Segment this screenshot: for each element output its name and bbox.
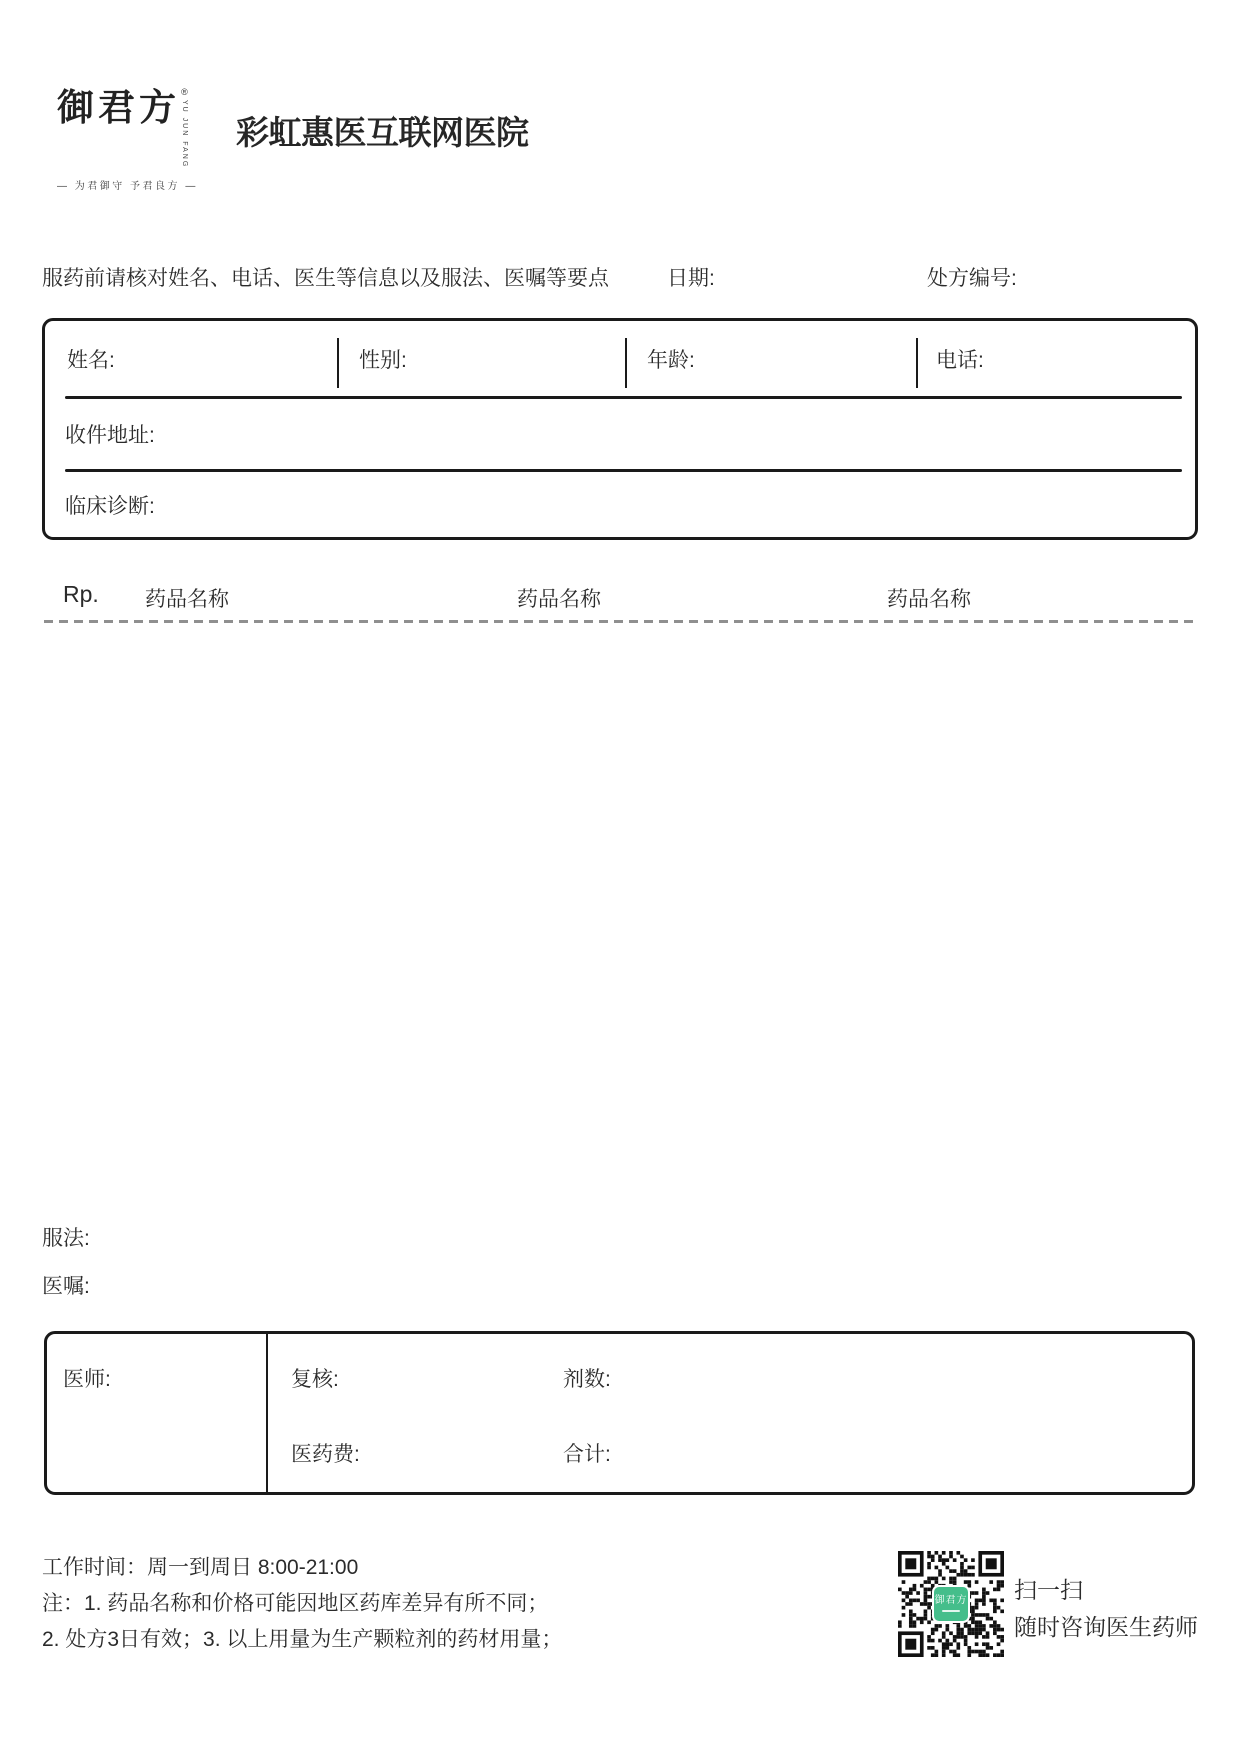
drug-name-column-header: 药品名称 bbox=[145, 588, 229, 611]
scan-qr-subtitle: 随时咨询医生药师 bbox=[1014, 1614, 1198, 1640]
patient-name-label: 姓名: bbox=[67, 348, 115, 372]
patient-info-box bbox=[42, 318, 1198, 540]
prescription-number-label: 处方编号: bbox=[927, 267, 1017, 290]
patient-phone-field bbox=[916, 321, 1195, 396]
signature-box-right bbox=[268, 1334, 1192, 1492]
footer-notes bbox=[42, 1550, 562, 1658]
patient-name-field bbox=[45, 321, 337, 396]
scan-qr-title: 扫一扫 bbox=[1014, 1577, 1083, 1603]
verification-notice: 服药前请核对姓名、电话、医生等信息以及服法、医嘱等要点 bbox=[42, 267, 609, 290]
brand-logo-name: 御君方 bbox=[57, 85, 180, 129]
patient-age-field bbox=[625, 321, 916, 396]
qr-badge-underline bbox=[942, 1610, 960, 1612]
shipping-address-field bbox=[45, 399, 1195, 469]
footer-note-line1: 注：1. 药品名称和价格可能因地区药库差异有所不同； bbox=[42, 1592, 549, 1615]
dose-count-label: 剂数: bbox=[563, 1368, 611, 1391]
clinical-diagnosis-field bbox=[45, 472, 1195, 537]
rx-dashed-separator bbox=[44, 620, 1196, 623]
drug-name-column-header: 药品名称 bbox=[887, 588, 971, 611]
qr-badge-text: 御君方 bbox=[934, 1595, 968, 1606]
shipping-address-label: 收件地址: bbox=[65, 424, 155, 447]
rp-label: Rp. bbox=[63, 581, 99, 607]
signature-box bbox=[44, 1331, 1195, 1495]
patient-phone-label: 电话: bbox=[936, 348, 984, 372]
qr-code bbox=[898, 1551, 1004, 1657]
doctor-signature-field bbox=[47, 1334, 268, 1492]
drug-name-column-header: 药品名称 bbox=[517, 588, 601, 611]
patient-gender-field bbox=[337, 321, 625, 396]
work-hours-text: 工作时间：周一到周日 8:00-21:00 bbox=[42, 1556, 359, 1579]
hospital-title: 彩虹惠医互联网医院 bbox=[236, 114, 529, 151]
clinical-diagnosis-label: 临床诊断: bbox=[65, 494, 155, 518]
date-label: 日期: bbox=[667, 267, 715, 290]
usage-method-label: 服法: bbox=[42, 1227, 90, 1250]
brand-logo-pinyin: YU JUN FANG bbox=[181, 100, 188, 169]
registered-trademark-mark: ® bbox=[181, 87, 188, 97]
brand-logo bbox=[57, 86, 198, 192]
total-label: 合计: bbox=[563, 1443, 611, 1466]
patient-age-label: 年龄: bbox=[647, 348, 695, 372]
brand-tagline: — 为君御守 予君良方 — bbox=[57, 181, 198, 193]
patient-info-row bbox=[45, 321, 1195, 396]
footer-note-line2: 2. 处方3日有效；3. 以上用量为生产颗粒剂的药材用量； bbox=[42, 1628, 563, 1651]
doctor-advice-label: 医嘱: bbox=[42, 1275, 90, 1298]
review-label: 复核: bbox=[291, 1368, 339, 1391]
qr-center-badge bbox=[932, 1585, 970, 1623]
patient-gender-label: 性别: bbox=[359, 348, 407, 372]
doctor-label: 医师: bbox=[63, 1368, 111, 1391]
medicine-fee-label: 医药费: bbox=[291, 1443, 360, 1466]
